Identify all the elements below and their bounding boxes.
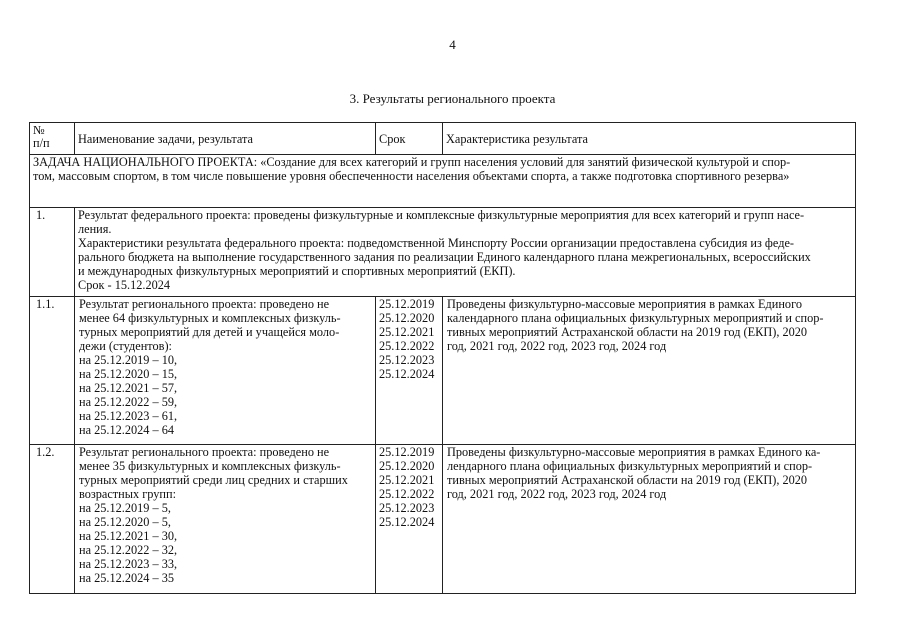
regional-result-characteristic: [443, 297, 856, 445]
header-num-line2: п/п: [33, 136, 50, 150]
characteristic-line: Проведены физкультурно-массовые мероприятия в рамках Единого: [447, 297, 802, 311]
deadline-date: 25.12.2020: [379, 311, 435, 325]
characteristic-line: лендарного плана официальных физкультурных мероприятий и спор-: [447, 459, 813, 473]
deadline-date: 25.12.2023: [379, 501, 435, 515]
regional-result-name-line: на 25.12.2024 – 64: [79, 423, 175, 437]
national-task-cell: [30, 155, 856, 208]
regional-result-name-line: менее 35 физкультурных и комплексных физкуль-: [79, 459, 341, 473]
deadline-date: 25.12.2020: [379, 459, 435, 473]
regional-result-name-line: на 25.12.2023 – 33,: [79, 557, 178, 571]
regional-result-dates: [376, 297, 443, 445]
characteristic-line: год, 2021 год, 2022 год, 2023 год, 2024 год: [447, 339, 667, 353]
federal-result-line: и международных физкультурных мероприятий и спортивных мероприятий (ЕКП).: [78, 264, 516, 278]
regional-result-name-line: на 25.12.2022 – 32,: [79, 543, 178, 557]
national-task-row: [30, 155, 856, 208]
characteristic-line: год, 2021 год, 2022 год, 2023 год, 2024 год: [447, 487, 667, 501]
table-row: [30, 445, 856, 594]
table-row: [30, 297, 856, 445]
regional-result-name-line: на 25.12.2020 – 15,: [79, 367, 178, 381]
table-header-row: [30, 123, 856, 155]
regional-result-name-line: на 25.12.2021 – 57,: [79, 381, 178, 395]
federal-result-text: [75, 208, 856, 297]
characteristic-line: тивных мероприятий Астраханской области на 2019 год (ЕКП), 2020: [447, 325, 808, 339]
deadline-date: 25.12.2024: [379, 515, 435, 529]
federal-result-line: Срок - 15.12.2024: [78, 278, 171, 292]
regional-result-name: [75, 297, 376, 445]
regional-result-name-line: турных мероприятий среди лиц средних и старших: [79, 473, 348, 487]
deadline-date: 25.12.2021: [379, 473, 435, 487]
characteristic-line: Проведены физкультурно-массовые мероприятия в рамках Единого ка-: [447, 445, 821, 459]
federal-result-num: 1.: [30, 208, 75, 297]
national-task-line: том, массовым спортом, в том числе повышение уровня обеспеченности населения объектами спорта, а также подготовка спортивного резерва»: [33, 169, 790, 183]
regional-result-name-line: турных мероприятий для детей и учащейся моло-: [79, 325, 340, 339]
section-title: 3. Результаты регионального проекта: [349, 91, 556, 106]
header-num-line1: №: [33, 123, 45, 137]
federal-result-row: [30, 208, 856, 297]
regional-result-name-line: возрастных групп:: [79, 487, 176, 501]
regional-result-dates: [376, 445, 443, 594]
characteristic-line: тивных мероприятий Астраханской области на 2019 год (ЕКП), 2020: [447, 473, 808, 487]
header-num: [30, 123, 75, 155]
characteristic-line: календарного плана официальных физкультурных мероприятий и спор-: [447, 311, 824, 325]
regional-result-characteristic: [443, 445, 856, 594]
regional-result-name-line: на 25.12.2020 – 5,: [79, 515, 171, 529]
results-table: [29, 122, 856, 594]
regional-result-name-line: на 25.12.2024 – 35: [79, 571, 175, 585]
deadline-date: 25.12.2022: [379, 487, 435, 501]
regional-result-name-line: на 25.12.2021 – 30,: [79, 529, 178, 543]
regional-result-name-line: на 25.12.2022 – 59,: [79, 395, 178, 409]
regional-result-name-line: на 25.12.2019 – 5,: [79, 501, 171, 515]
regional-result-name-line: менее 64 физкультурных и комплексных физкуль-: [79, 311, 341, 325]
regional-result-name: [75, 445, 376, 594]
deadline-date: 25.12.2022: [379, 339, 435, 353]
federal-result-line: Результат федерального проекта: проведены физкультурные и комплексные физкультурные мероприятия для всех категорий и групп насе-: [78, 208, 805, 222]
page-number: 4: [449, 37, 456, 52]
regional-result-name-line: на 25.12.2023 – 61,: [79, 409, 178, 423]
header-term: Срок: [376, 123, 443, 155]
deadline-date: 25.12.2023: [379, 353, 435, 367]
deadline-date: 25.12.2019: [379, 445, 435, 459]
deadline-date: 25.12.2024: [379, 367, 435, 381]
deadline-date: 25.12.2019: [379, 297, 435, 311]
federal-result-line: рального бюджета на выполнение государственного задания по реализации Единого календарного плана межрегиональных, всероссийских: [78, 250, 811, 264]
national-task-line: ЗАДАЧА НАЦИОНАЛЬНОГО ПРОЕКТА: «Создание для всех категорий и групп населения условий для занятий физической культурой и спор-: [33, 155, 791, 169]
federal-result-line: Характеристики результата федерального проекта: подведомственной Минспорту России организации предоставлена субсидия из феде-: [78, 236, 795, 250]
regional-result-name-line: на 25.12.2019 – 10,: [79, 353, 178, 367]
federal-result-line: ления.: [78, 222, 112, 236]
header-characteristic: Характеристика результата: [443, 123, 856, 155]
regional-result-name-line: Результат регионального проекта: проведено не: [79, 297, 330, 311]
regional-result-name-line: дежи (студентов):: [79, 339, 172, 353]
regional-result-num: 1.1.: [30, 297, 75, 445]
regional-result-num: 1.2.: [30, 445, 75, 594]
regional-result-name-line: Результат регионального проекта: проведено не: [79, 445, 330, 459]
deadline-date: 25.12.2021: [379, 325, 435, 339]
header-name: Наименование задачи, результата: [75, 123, 376, 155]
